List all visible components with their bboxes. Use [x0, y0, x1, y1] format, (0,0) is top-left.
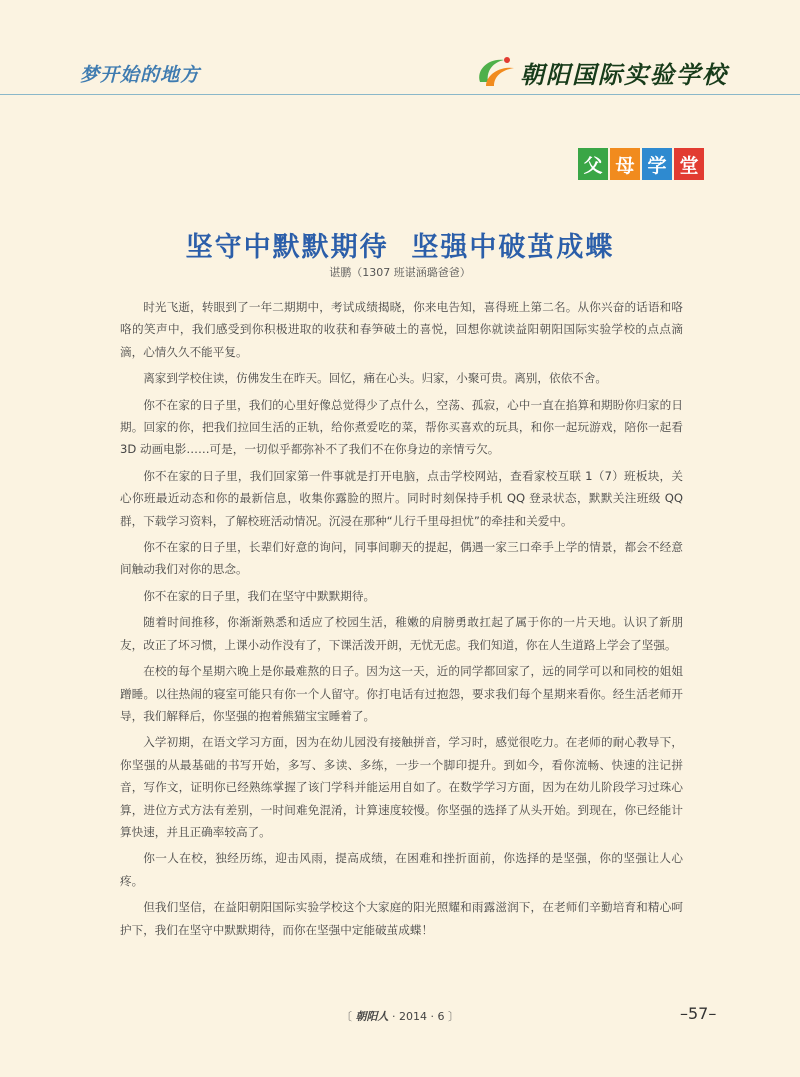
- article-body: [120, 296, 683, 945]
- magazine-name: 朝阳人: [355, 1010, 389, 1023]
- school-logo: [474, 52, 734, 92]
- header-slogan: 梦开始的地方: [80, 64, 201, 86]
- article-paragraph: 你不在家的日子里，长辈们好意的询问，同事间聊天的提起，偶遇一家三口牵手上学的情景，都会不经意间触动我们对你的思念。: [120, 540, 683, 577]
- section-badge: 父: [578, 148, 608, 180]
- school-name: 朝阳国际实验学校: [520, 60, 728, 89]
- article-paragraph: 你一人在校，独经历练，迎击风雨，提高成绩，在困难和挫折面前，你选择的是坚强，你的坚强让人心疼。: [120, 851, 683, 888]
- article-paragraph: 你不在家的日子里，我们的心里好像总觉得少了点什么，空荡、孤寂，心中一直在掐算和期盼你归家的日期。回家的你，把我们拉回生活的正轨，给你煮爱吃的菜，帮你买喜欢的玩具，和你一起玩游戏，陪你一起看 3D 动画电影……可是，一切似乎都弥补不了我们不在你身边的亲情亏欠。: [120, 397, 683, 457]
- footer-bracket-left: 〔: [341, 1010, 352, 1023]
- article-paragraph: 但我们坚信，在益阳朝阳国际实验学校这个大家庭的阳光照耀和雨露滋润下，在老师们辛勤培育和精心呵护下，我们在坚守中默默期待，而你在坚强中定能破茧成蝶！: [120, 900, 683, 937]
- article-paragraph: 时光飞逝，转眼到了一年二期期中，考试成绩揭晓，你来电告知，喜得班上第二名。从你兴奋的话语和咯咯的笑声中，我们感受到你积极进取的收获和春笋破土的喜悦，回想你就读益阳朝阳国际实验学校的点点滴滴，心情久久不能平复。: [120, 300, 683, 359]
- article-paragraph: 离家到学校住读，仿佛发生在昨天。回忆，痛在心头。归家，小聚可贵。离别，依依不舍。: [143, 371, 607, 386]
- page-number: –57–: [680, 1004, 717, 1023]
- header-divider: [0, 94, 800, 95]
- page-header: [0, 0, 800, 96]
- school-logo-icon: [474, 52, 520, 92]
- article-paragraph: 在校的每个星期六晚上是你最难熬的日子。因为这一天，近的同学都回家了，远的同学可以和同校的姐姐蹭睡。以往热闹的寝室可能只有你一个人留守。你打电话有过抱怨，要求我们每个星期来看你。经生活老师开导，我们解释后，你坚强的抱着熊猫宝宝睡着了。: [120, 664, 683, 723]
- section-label-parents-school: [578, 148, 704, 180]
- section-badge: 母: [610, 148, 640, 180]
- magazine-issue: · 2014 · 6: [392, 1010, 445, 1023]
- article-paragraph: 你不在家的日子里，我们在坚守中默默期待。: [143, 588, 376, 603]
- article-paragraph: 入学初期，在语文学习方面，因为在幼儿园没有接触拼音，学习时，感觉很吃力。在老师的耐心教导下，你坚强的从最基础的书写开始，多写、多读、多练，一步一个脚印提升。到如今，看你流畅、快速的注记拼音，写作文，证明你已经熟练掌握了该门学科并能运用自如了。在数学学习方面，因为在幼儿阶段学习过珠心算，进位方式方法有差别，一时间难免混淆，计算速度较慢。你坚强的选择了从头开始。到现在，你已经能计算快速，并且正确率较高了。: [120, 735, 683, 839]
- article-paragraph: 随着时间推移，你渐渐熟悉和适应了校园生活，稚嫩的肩膀勇敢扛起了属于你的一片天地。认识了新朋友，改正了坏习惯，上课小动作没有了，下课活泼开朗，无忧无虑。我们知道，你在人生道路上学会了坚强。: [120, 615, 683, 652]
- article-author: 谌鹏（1307 班谌涵璐爸爸）: [329, 266, 471, 279]
- section-badge: 学: [642, 148, 672, 180]
- article-title: 坚守中默默期待 坚强中破茧成蝶: [185, 232, 615, 263]
- section-badge: 堂: [674, 148, 704, 180]
- footer-bracket-right: 〕: [447, 1010, 459, 1023]
- article-paragraph: 你不在家的日子里，我们回家第一件事就是打开电脑，点击学校网站，查看家校互联 1（7）班板块，关心你班最近动态和你的最新信息，收集你露脸的照片。同时时刻保持手机 QQ 登录状态，默默关注班级 QQ 群，下载学习资料，了解校班活动情况。沉浸在那种“儿行千里母担忧”的牵挂和关爱中。: [120, 468, 683, 528]
